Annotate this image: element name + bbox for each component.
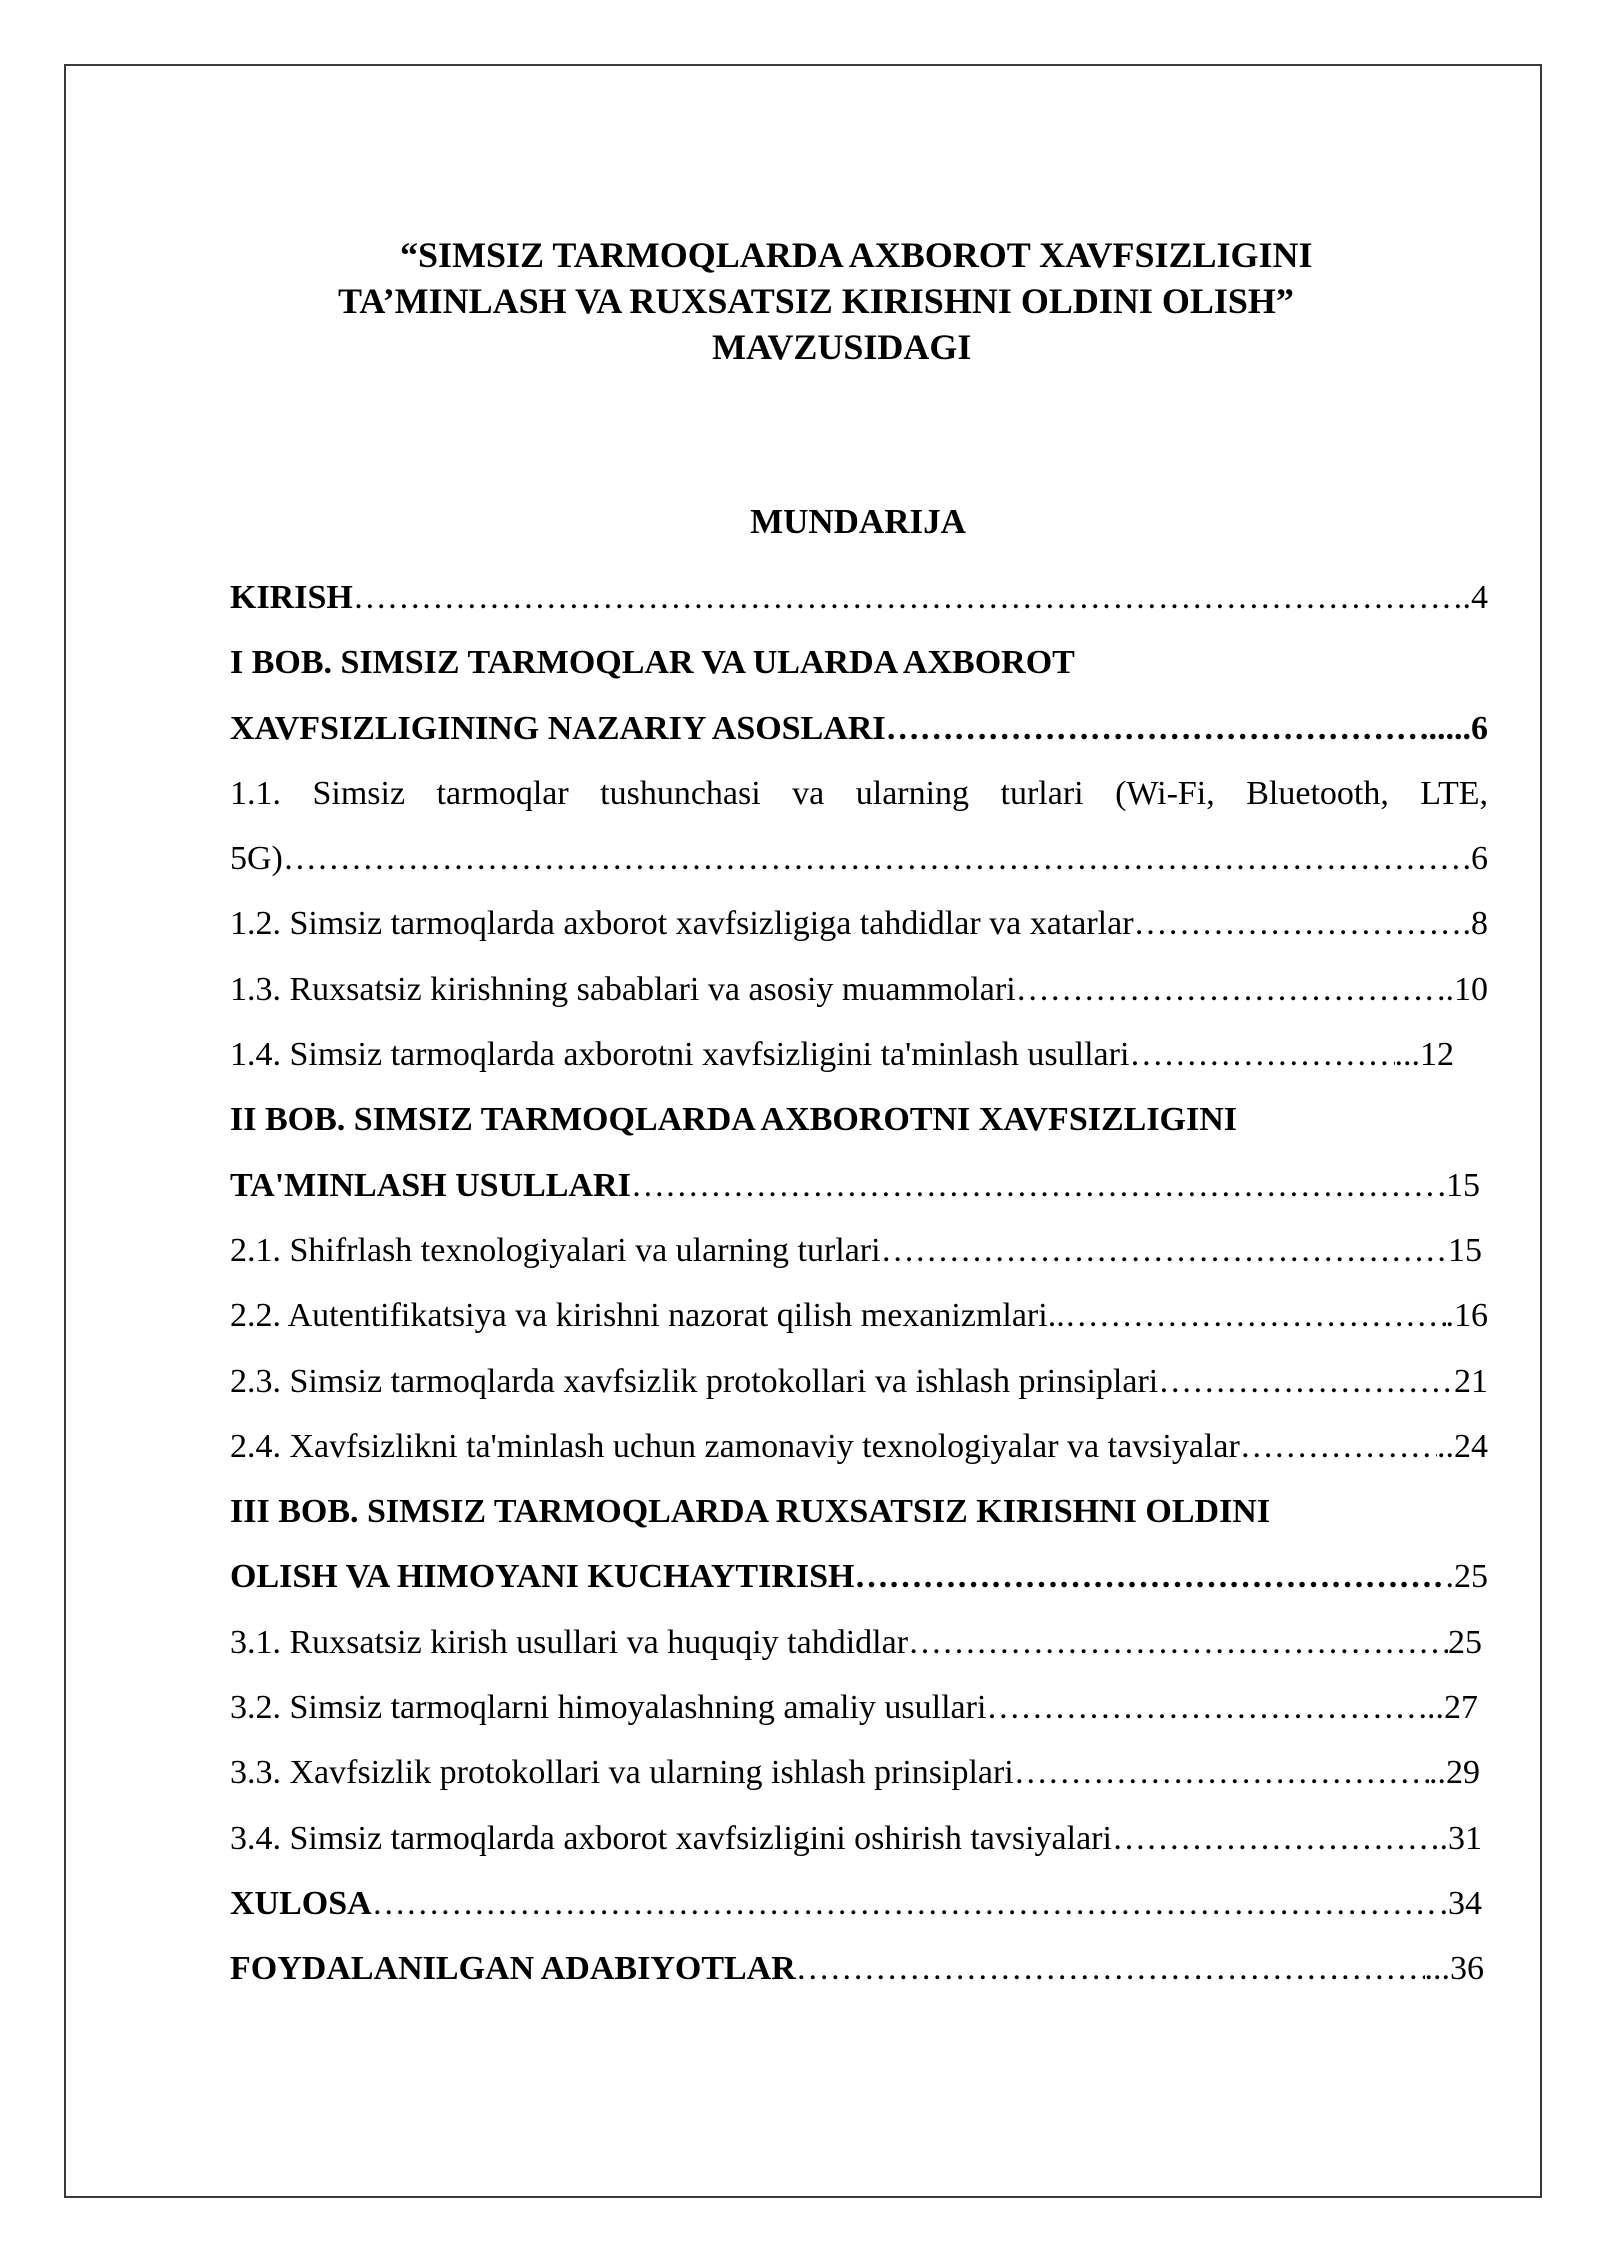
toc-page-number: .16 — [1445, 1297, 1488, 1335]
dot-leader — [1065, 1283, 1446, 1348]
title-line-2: TA’MINLASH VA RUXSATSIZ KIRISHNI OLDINI OLISH” — [338, 281, 1294, 321]
toc-chapter-3-line-2[interactable] — [230, 1544, 1488, 1609]
toc-section-3-3[interactable] — [230, 1740, 1480, 1805]
toc-section-2-4[interactable] — [230, 1414, 1488, 1479]
toc-page-number: ..10 — [1437, 970, 1488, 1008]
toc-entry-label: XULOSA — [230, 1884, 372, 1922]
toc-page-number: .6 — [1462, 840, 1488, 878]
toc-page-number: ...27 — [1418, 1689, 1478, 1727]
toc-section-3-1[interactable] — [230, 1610, 1482, 1675]
toc-chapter-1-line-1[interactable]: I BOB. SIMSIZ TARMOQLAR VA ULARDA AXBOROT — [230, 644, 1075, 682]
toc-entry-label: 3.2. Simsiz tarmoqlarni himoyalashning amaliy usullari — [230, 1689, 987, 1727]
dot-leader — [631, 1153, 1438, 1218]
dot-leader — [796, 1936, 1425, 2001]
toc-page-number: ...12 — [1394, 1036, 1454, 1074]
dot-leader — [881, 1218, 1448, 1283]
toc-entry-kirish[interactable] — [230, 565, 1488, 630]
toc-entry-xulosa[interactable] — [230, 1871, 1482, 1936]
toc-page-number: 25 — [1448, 1623, 1482, 1661]
dot-leader — [1158, 1349, 1454, 1414]
toc-entry-label: KIRISH — [230, 579, 353, 616]
dot-leader — [1112, 1806, 1440, 1871]
toc-entry-label: XAVFSIZLIGINING NAZARIY ASOSLARI — [230, 709, 886, 747]
toc-entry-label: 3.4. Simsiz tarmoqlarda axborot xavfsizligini oshirish tavsiyalari — [230, 1819, 1112, 1857]
toc-page-number: ..24 — [1437, 1427, 1488, 1465]
toc-entry-label: TA'MINLASH USULLARI — [230, 1166, 631, 1204]
toc-page-number: ..29 — [1429, 1754, 1480, 1792]
toc-section-1-4[interactable] — [230, 1022, 1454, 1087]
toc-entry-label: 2.1. Shifrlash texnologiyalari va ularning turlari — [230, 1231, 881, 1269]
toc-page-number: .15 — [1437, 1166, 1480, 1204]
toc-section-1-1-line-1[interactable]: 1.1. Simsiz tarmoqlar tushunchasi va ularning turlari (Wi-Fi, Bluetooth, LTE, — [230, 774, 1488, 812]
toc-chapter-2-line-1[interactable]: II BOB. SIMSIZ TARMOQLARDA AXBOROTNI XAVFSIZLIGINI — [230, 1101, 1238, 1139]
dot-leader — [1014, 1740, 1429, 1805]
toc-section-2-3[interactable] — [230, 1349, 1488, 1414]
toc-section-3-2[interactable] — [230, 1675, 1478, 1740]
toc-entry-label: 1.4. Simsiz tarmoqlarda axborotni xavfsizligini ta'minlash usullari — [230, 1036, 1130, 1074]
toc-entry-label: 2.2. Autentifikatsiya va kirishni nazorat qilish mexanizmlari.. — [230, 1297, 1065, 1335]
table-of-contents — [230, 565, 1488, 2002]
dot-leader — [854, 1544, 1445, 1609]
dot-leader — [283, 826, 1463, 891]
toc-page-number: .....6 — [1428, 709, 1488, 747]
dot-leader — [886, 696, 1429, 761]
toc-page-number: 15 — [1448, 1231, 1482, 1269]
toc-entry-label: 5G) — [230, 840, 283, 878]
dot-leader — [1016, 957, 1437, 1022]
toc-entry-label: 2.4. Xavfsizlikni ta'minlash uchun zamonaviy texnologiyalar va tavsiyalar — [230, 1427, 1240, 1465]
toc-section-2-2[interactable] — [230, 1283, 1488, 1348]
dot-leader — [1240, 1414, 1437, 1479]
toc-entry-label: 2.3. Simsiz tarmoqlarda xavfsizlik protokollari va ishlash prinsiplari — [230, 1362, 1159, 1400]
toc-entry-label: 3.1. Ruxsatsiz kirish usullari va huquqiy tahdidlar — [230, 1623, 909, 1661]
toc-entry-label: 3.3. Xavfsizlik protokollari va ularning ishlash prinsiplari — [230, 1754, 1014, 1792]
toc-page-number: .8 — [1462, 905, 1488, 943]
toc-heading: MUNDARIJA — [750, 502, 966, 541]
toc-section-1-2[interactable] — [230, 891, 1488, 956]
toc-chapter-1-line-2[interactable] — [230, 696, 1488, 761]
title-line-1: “SIMSIZ TARMOQLARDA AXBOROT XAVFSIZLIGINI — [400, 235, 1313, 275]
toc-section-2-1[interactable] — [230, 1218, 1482, 1283]
toc-page-number: ...36 — [1424, 1950, 1484, 1988]
toc-section-1-1-line-2[interactable] — [230, 826, 1488, 891]
toc-page-number: 21 — [1454, 1362, 1488, 1400]
toc-entry-label: OLISH VA HIMOYANI KUCHAYTIRISH — [230, 1558, 855, 1596]
toc-chapter-2-line-2[interactable] — [230, 1153, 1480, 1218]
title-line-3: MAVZUSIDAGI — [712, 327, 972, 367]
toc-page-number: .25 — [1445, 1558, 1488, 1596]
dot-leader — [372, 1871, 1440, 1936]
toc-entry-adabiyotlar[interactable] — [230, 1936, 1484, 2001]
dot-leader — [1134, 891, 1463, 956]
toc-section-1-3[interactable] — [230, 957, 1488, 1022]
dot-leader — [353, 565, 1463, 630]
dot-leader — [986, 1675, 1418, 1740]
toc-page-number: .4 — [1462, 579, 1488, 616]
toc-chapter-3-line-1[interactable]: III BOB. SIMSIZ TARMOQLARDA RUXSATSIZ KIRISHNI OLDINI — [230, 1493, 1271, 1531]
toc-entry-label: 1.2. Simsiz tarmoqlarda axborot xavfsizligiga tahdidlar va xatarlar — [230, 905, 1134, 943]
toc-page-number: .34 — [1439, 1884, 1482, 1922]
toc-entry-label: FOYDALANILGAN ADABIYOTLAR — [230, 1950, 796, 1988]
dot-leader — [908, 1610, 1448, 1675]
dot-leader — [1129, 1022, 1394, 1087]
toc-entry-label: 1.3. Ruxsatsiz kirishning sabablari va asosiy muammolari — [230, 970, 1016, 1008]
toc-section-3-4[interactable] — [230, 1806, 1482, 1871]
toc-page-number: .31 — [1439, 1819, 1482, 1857]
